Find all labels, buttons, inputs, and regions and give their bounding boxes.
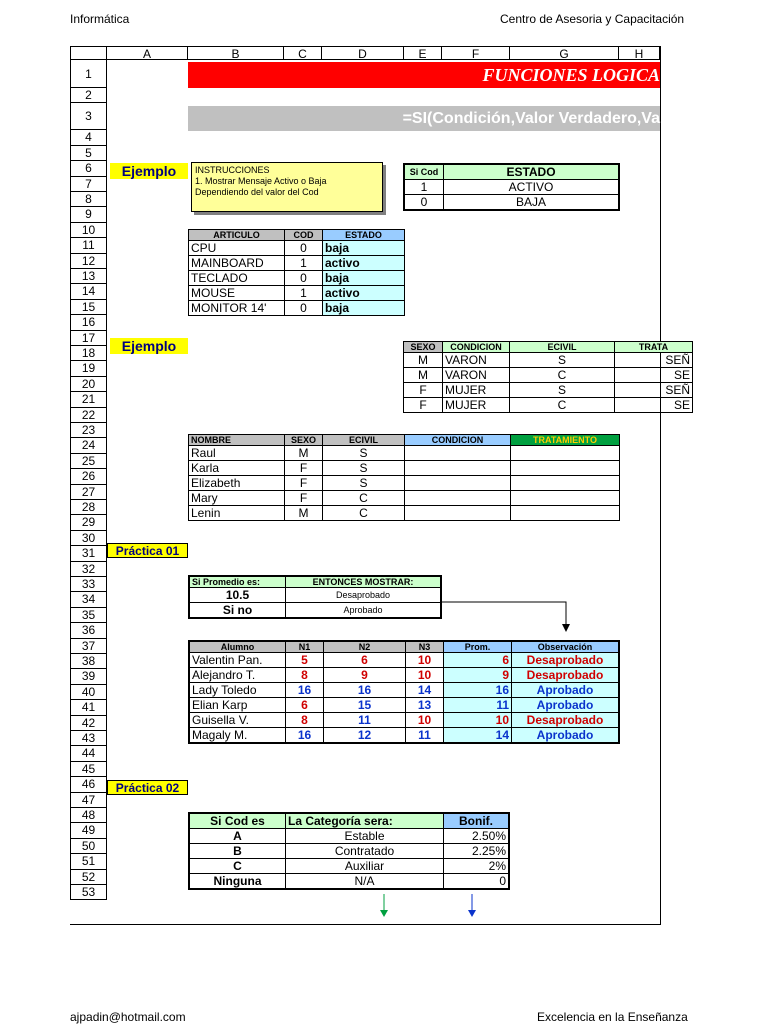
trata-header: TRATA [615, 342, 693, 353]
categorias-table [188, 812, 510, 890]
tratamiento-cell[interactable] [511, 476, 620, 491]
table-row [404, 368, 693, 383]
table-row [404, 195, 619, 211]
n3-cell[interactable]: 14 [406, 683, 444, 698]
table-row [189, 271, 405, 286]
row-header[interactable]: 25 [70, 454, 107, 469]
table-row [189, 286, 405, 301]
table-row [189, 603, 441, 619]
alumno-name[interactable]: Lady Toledo [189, 683, 286, 698]
nombre-cell[interactable]: Lenin [189, 506, 285, 521]
articulo-estado[interactable]: baja [323, 301, 405, 316]
n1-cell[interactable]: 16 [286, 728, 324, 744]
cat-bonif[interactable]: 2.25% [444, 844, 510, 859]
row-header[interactable]: 18 [70, 346, 107, 361]
promedio-else-result[interactable]: Aprobado [286, 603, 442, 619]
alumno-name[interactable]: Guisella V. [189, 713, 286, 728]
table-row [404, 353, 693, 368]
n1-header: N1 [286, 641, 324, 653]
row-header[interactable]: 6 [70, 161, 107, 176]
n1-cell[interactable]: 5 [286, 653, 324, 668]
cat-cod[interactable]: B [189, 844, 286, 859]
prom-cell[interactable]: 14 [444, 728, 512, 744]
sexo-table [403, 341, 693, 413]
table-row [189, 301, 405, 316]
cat-cod[interactable]: C [189, 859, 286, 874]
row-header[interactable]: 12 [70, 254, 107, 269]
instructions-line-1: 1. Mostrar Mensaje Activo o Baja [195, 176, 327, 186]
cat-cod[interactable]: A [189, 829, 286, 844]
page-header-right: Centro de Asesoria y Capacitación [500, 12, 685, 26]
prom-cell[interactable]: 10 [444, 713, 512, 728]
formula-banner: =SI(Condición,Valor Verdadero,Va [188, 106, 660, 131]
nombre-header: NOMBRE [189, 435, 285, 446]
alumno-name[interactable]: Magaly M. [189, 728, 286, 744]
ecivil-header: ECIVIL [510, 342, 615, 353]
observacion-cell[interactable]: Desaprobado [512, 653, 620, 668]
table-row [189, 461, 620, 476]
trata-cell[interactable]: SEÑ [615, 383, 693, 398]
row-header[interactable]: 37 [70, 639, 107, 654]
ejemplo-label-1: Ejemplo [110, 163, 188, 179]
row-header[interactable]: 35 [70, 608, 107, 623]
row-header[interactable]: 52 [70, 870, 107, 885]
row-header[interactable]: 8 [70, 192, 107, 207]
table-row [189, 713, 619, 728]
estado-header-cod: Si Cod [404, 164, 444, 180]
observacion-cell[interactable]: Aprobado [512, 698, 620, 713]
promedio-result[interactable]: Desaprobado [286, 588, 442, 603]
trata-cell[interactable]: SE [615, 368, 693, 383]
n3-cell[interactable]: 10 [406, 713, 444, 728]
ejemplo-label-2: Ejemplo [110, 338, 188, 354]
sexo-cell[interactable]: M [404, 353, 443, 368]
condicion-cell[interactable] [405, 476, 511, 491]
estado-table [403, 163, 620, 211]
cat-bonif[interactable]: 2.50% [444, 829, 510, 844]
estado-header-estado: ESTADO [444, 164, 620, 180]
row-header[interactable]: 30 [70, 531, 107, 546]
ecivil-cell[interactable]: S [323, 461, 405, 476]
row-header[interactable]: 47 [70, 793, 107, 808]
table-row [404, 383, 693, 398]
column-header-a[interactable]: A [107, 46, 188, 60]
articulo-name[interactable]: CPU [189, 241, 285, 256]
row-header[interactable]: 34 [70, 592, 107, 607]
row-header[interactable]: 13 [70, 269, 107, 284]
tratamiento-cell[interactable] [511, 461, 620, 476]
estado-header: ESTADO [323, 230, 405, 241]
articulo-cod[interactable]: 0 [285, 271, 323, 286]
articulo-estado[interactable]: baja [323, 241, 405, 256]
row-header[interactable]: 11 [70, 238, 107, 253]
prom-cell[interactable]: 11 [444, 698, 512, 713]
arrow-green-icon [377, 894, 391, 918]
table-row [189, 844, 509, 859]
row-header[interactable]: 5 [70, 146, 107, 161]
condicion-header: CONDICION [405, 435, 511, 446]
n2-cell[interactable]: 15 [324, 698, 406, 713]
sexo-cell[interactable]: F [285, 476, 323, 491]
cat-name[interactable]: Estable [286, 829, 444, 844]
observacion-cell[interactable]: Desaprobado [512, 713, 620, 728]
table-row [189, 683, 619, 698]
n3-header: N3 [406, 641, 444, 653]
table-row [404, 180, 619, 195]
n2-cell[interactable]: 12 [324, 728, 406, 744]
observacion-cell[interactable]: Desaprobado [512, 668, 620, 683]
row-header[interactable]: 48 [70, 808, 107, 823]
estado-value[interactable]: BAJA [444, 195, 620, 211]
bonif-header: Bonif. [444, 813, 510, 829]
n2-cell[interactable]: 16 [324, 683, 406, 698]
promedio-header: Si Promedio es: [189, 576, 286, 588]
practica-02-label: Práctica 02 [107, 780, 188, 795]
articulo-estado[interactable]: baja [323, 271, 405, 286]
sexo-cell[interactable]: F [404, 383, 443, 398]
column-header-c[interactable]: C [284, 46, 322, 60]
nombre-cell[interactable]: Karla [189, 461, 285, 476]
row-header[interactable]: 38 [70, 654, 107, 669]
trata-cell[interactable]: SE [615, 398, 693, 413]
row-header[interactable]: 49 [70, 823, 107, 838]
row-header[interactable]: 51 [70, 854, 107, 869]
title-banner: FUNCIONES LOGICA [188, 62, 660, 88]
articulo-name[interactable]: TECLADO [189, 271, 285, 286]
instructions-line-2: Dependiendo del valor del Cod [195, 187, 319, 197]
condicion-cell[interactable]: VARON [443, 368, 510, 383]
n3-cell[interactable]: 10 [406, 668, 444, 683]
row-header[interactable]: 40 [70, 685, 107, 700]
condicion-header: CONDICION [443, 342, 510, 353]
row-header[interactable]: 22 [70, 408, 107, 423]
row-header[interactable]: 15 [70, 300, 107, 315]
row-header[interactable]: 29 [70, 515, 107, 530]
row-header[interactable]: 27 [70, 485, 107, 500]
row-header[interactable]: 39 [70, 669, 107, 684]
nombre-cell[interactable]: Mary [189, 491, 285, 506]
column-header-g[interactable]: G [510, 46, 619, 60]
row-header[interactable]: 33 [70, 577, 107, 592]
sexo-cell[interactable]: F [285, 461, 323, 476]
alumnos-table [188, 640, 620, 744]
page-header-left: Informática [70, 12, 130, 26]
spreadsheet [70, 46, 690, 925]
instructions-box [191, 162, 383, 212]
n2-cell[interactable]: 6 [324, 653, 406, 668]
promedio-value[interactable]: 10.5 [189, 588, 286, 603]
sexo-cell[interactable]: M [285, 506, 323, 521]
row-header[interactable]: 28 [70, 500, 107, 515]
ecivil-cell[interactable]: S [323, 476, 405, 491]
prom-cell[interactable]: 16 [444, 683, 512, 698]
n3-cell[interactable]: 11 [406, 728, 444, 744]
row-header[interactable]: 24 [70, 438, 107, 453]
sexo-cell[interactable]: M [404, 368, 443, 383]
row-header[interactable]: 9 [70, 207, 107, 222]
column-header-d[interactable]: D [322, 46, 404, 60]
table-row [189, 859, 509, 874]
row-header[interactable]: 26 [70, 469, 107, 484]
row-header[interactable]: 50 [70, 839, 107, 854]
condicion-cell[interactable]: VARON [443, 353, 510, 368]
articulo-name[interactable]: MONITOR 14' [189, 301, 285, 316]
column-header-b[interactable]: B [188, 46, 284, 60]
row-header[interactable]: 45 [70, 762, 107, 777]
page-footer-left: ajpadin@hotmail.com [70, 1010, 186, 1024]
prom-cell[interactable]: 6 [444, 653, 512, 668]
ecivil-cell[interactable]: C [323, 506, 405, 521]
table-row [189, 588, 441, 603]
row-header[interactable]: 42 [70, 716, 107, 731]
condicion-cell[interactable] [405, 491, 511, 506]
articulo-cod[interactable]: 1 [285, 256, 323, 271]
articulos-table [188, 229, 405, 316]
tratamiento-cell[interactable] [511, 491, 620, 506]
tratamiento-header: TRATAMIENTO [511, 435, 620, 446]
row-header[interactable]: 19 [70, 361, 107, 376]
condicion-cell[interactable]: MUJER [443, 398, 510, 413]
promedio-else[interactable]: Si no [189, 603, 286, 619]
column-header-h[interactable]: H [619, 46, 660, 60]
articulo-name[interactable]: MOUSE [189, 286, 285, 301]
cat-bonif[interactable]: 0 [444, 874, 510, 890]
table-row [189, 256, 405, 271]
observacion-cell[interactable]: Aprobado [512, 683, 620, 698]
row-header[interactable]: 44 [70, 746, 107, 761]
sexo-cell[interactable]: F [404, 398, 443, 413]
table-row [189, 653, 619, 668]
column-header-f[interactable]: F [442, 46, 510, 60]
articulo-cod[interactable]: 0 [285, 241, 323, 256]
cod-header: COD [285, 230, 323, 241]
column-header-e[interactable]: E [404, 46, 442, 60]
row-header[interactable]: 21 [70, 392, 107, 407]
table-row [189, 476, 620, 491]
row-header[interactable]: 20 [70, 377, 107, 392]
sexo-header: SEXO [404, 342, 443, 353]
row-header[interactable]: 1 [70, 60, 107, 88]
arrow-connector [442, 594, 572, 634]
row-header[interactable]: 32 [70, 562, 107, 577]
row-header[interactable]: 36 [70, 623, 107, 638]
cod-header: Si Cod es [189, 813, 286, 829]
condicion-cell[interactable] [405, 446, 511, 461]
nombre-cell[interactable]: Elizabeth [189, 476, 285, 491]
n1-cell[interactable]: 8 [286, 713, 324, 728]
observacion-header: Observación [512, 641, 620, 653]
page-footer-right: Excelencia en la Enseñanza [537, 1010, 688, 1024]
table-row [189, 491, 620, 506]
row-header[interactable]: 41 [70, 700, 107, 715]
articulo-estado[interactable]: activo [323, 286, 405, 301]
table-row [189, 728, 619, 744]
sexo-cell[interactable]: F [285, 491, 323, 506]
corner-cell[interactable] [70, 46, 107, 60]
row-header[interactable]: 46 [70, 777, 107, 792]
ecivil-cell[interactable]: C [323, 491, 405, 506]
estado-cod[interactable]: 0 [404, 195, 444, 211]
ecivil-cell[interactable]: S [510, 383, 615, 398]
row-header[interactable]: 3 [70, 103, 107, 130]
table-row [404, 398, 693, 413]
practica-01-label: Práctica 01 [107, 543, 188, 558]
tratamiento-cell[interactable] [511, 506, 620, 521]
row-header[interactable]: 23 [70, 423, 107, 438]
ecivil-cell[interactable]: C [510, 368, 615, 383]
n1-cell[interactable]: 16 [286, 683, 324, 698]
table-row [189, 668, 619, 683]
n2-cell[interactable]: 9 [324, 668, 406, 683]
cat-name[interactable]: Contratado [286, 844, 444, 859]
nombres-table [188, 434, 620, 521]
alumno-name[interactable]: Valentin Pan. [189, 653, 286, 668]
estado-value[interactable]: ACTIVO [444, 180, 620, 195]
row-header[interactable]: 2 [70, 88, 107, 103]
cat-name[interactable]: Auxiliar [286, 859, 444, 874]
table-row [189, 829, 509, 844]
row-header[interactable]: 10 [70, 223, 107, 238]
row-header[interactable]: 17 [70, 331, 107, 346]
prom-header: Prom. [444, 641, 512, 653]
ecivil-cell[interactable]: C [510, 398, 615, 413]
n2-header: N2 [324, 641, 406, 653]
row-header[interactable]: 14 [70, 284, 107, 299]
n2-cell[interactable]: 11 [324, 713, 406, 728]
table-row [189, 506, 620, 521]
estado-cod[interactable]: 1 [404, 180, 444, 195]
condicion-cell[interactable] [405, 461, 511, 476]
articulo-name[interactable]: MAINBOARD [189, 256, 285, 271]
cat-name[interactable]: N/A [286, 874, 444, 890]
sexo-header: SEXO [285, 435, 323, 446]
row-header[interactable]: 7 [70, 177, 107, 192]
condicion-cell[interactable]: MUJER [443, 383, 510, 398]
ecivil-cell[interactable]: S [323, 446, 405, 461]
nombre-cell[interactable]: Raul [189, 446, 285, 461]
mostrar-header: ENTONCES MOSTRAR: [286, 576, 442, 588]
table-row [189, 241, 405, 256]
table-row [189, 874, 509, 890]
alumno-header: Alumno [189, 641, 286, 653]
row-header[interactable]: 53 [70, 885, 107, 900]
categoria-header: La Categoría sera: [286, 813, 444, 829]
cat-bonif[interactable]: 2% [444, 859, 510, 874]
row-header[interactable]: 31 [70, 546, 107, 561]
table-row [189, 446, 620, 461]
ecivil-header: ECIVIL [323, 435, 405, 446]
ecivil-cell[interactable]: S [510, 353, 615, 368]
observacion-cell[interactable]: Aprobado [512, 728, 620, 744]
n3-cell[interactable]: 10 [406, 653, 444, 668]
row-header[interactable]: 4 [70, 130, 107, 145]
alumno-name[interactable]: Alejandro T. [189, 668, 286, 683]
promedio-table [188, 575, 442, 619]
tratamiento-cell[interactable] [511, 446, 620, 461]
condicion-cell[interactable] [405, 506, 511, 521]
n1-cell[interactable]: 6 [286, 698, 324, 713]
n3-cell[interactable]: 13 [406, 698, 444, 713]
alumno-name[interactable]: Elian Karp [189, 698, 286, 713]
prom-cell[interactable]: 9 [444, 668, 512, 683]
articulo-cod[interactable]: 1 [285, 286, 323, 301]
articulo-cod[interactable]: 0 [285, 301, 323, 316]
n1-cell[interactable]: 8 [286, 668, 324, 683]
articulo-estado[interactable]: activo [323, 256, 405, 271]
sexo-cell[interactable]: M [285, 446, 323, 461]
cat-cod[interactable]: Ninguna [189, 874, 286, 890]
row-header[interactable]: 43 [70, 731, 107, 746]
row-header[interactable]: 16 [70, 315, 107, 330]
instructions-title: INSTRUCCIONES [195, 165, 270, 175]
arrow-blue-icon [465, 894, 479, 918]
table-row [189, 698, 619, 713]
trata-cell[interactable]: SEÑ [615, 353, 693, 368]
articulo-header: ARTICULO [189, 230, 285, 241]
